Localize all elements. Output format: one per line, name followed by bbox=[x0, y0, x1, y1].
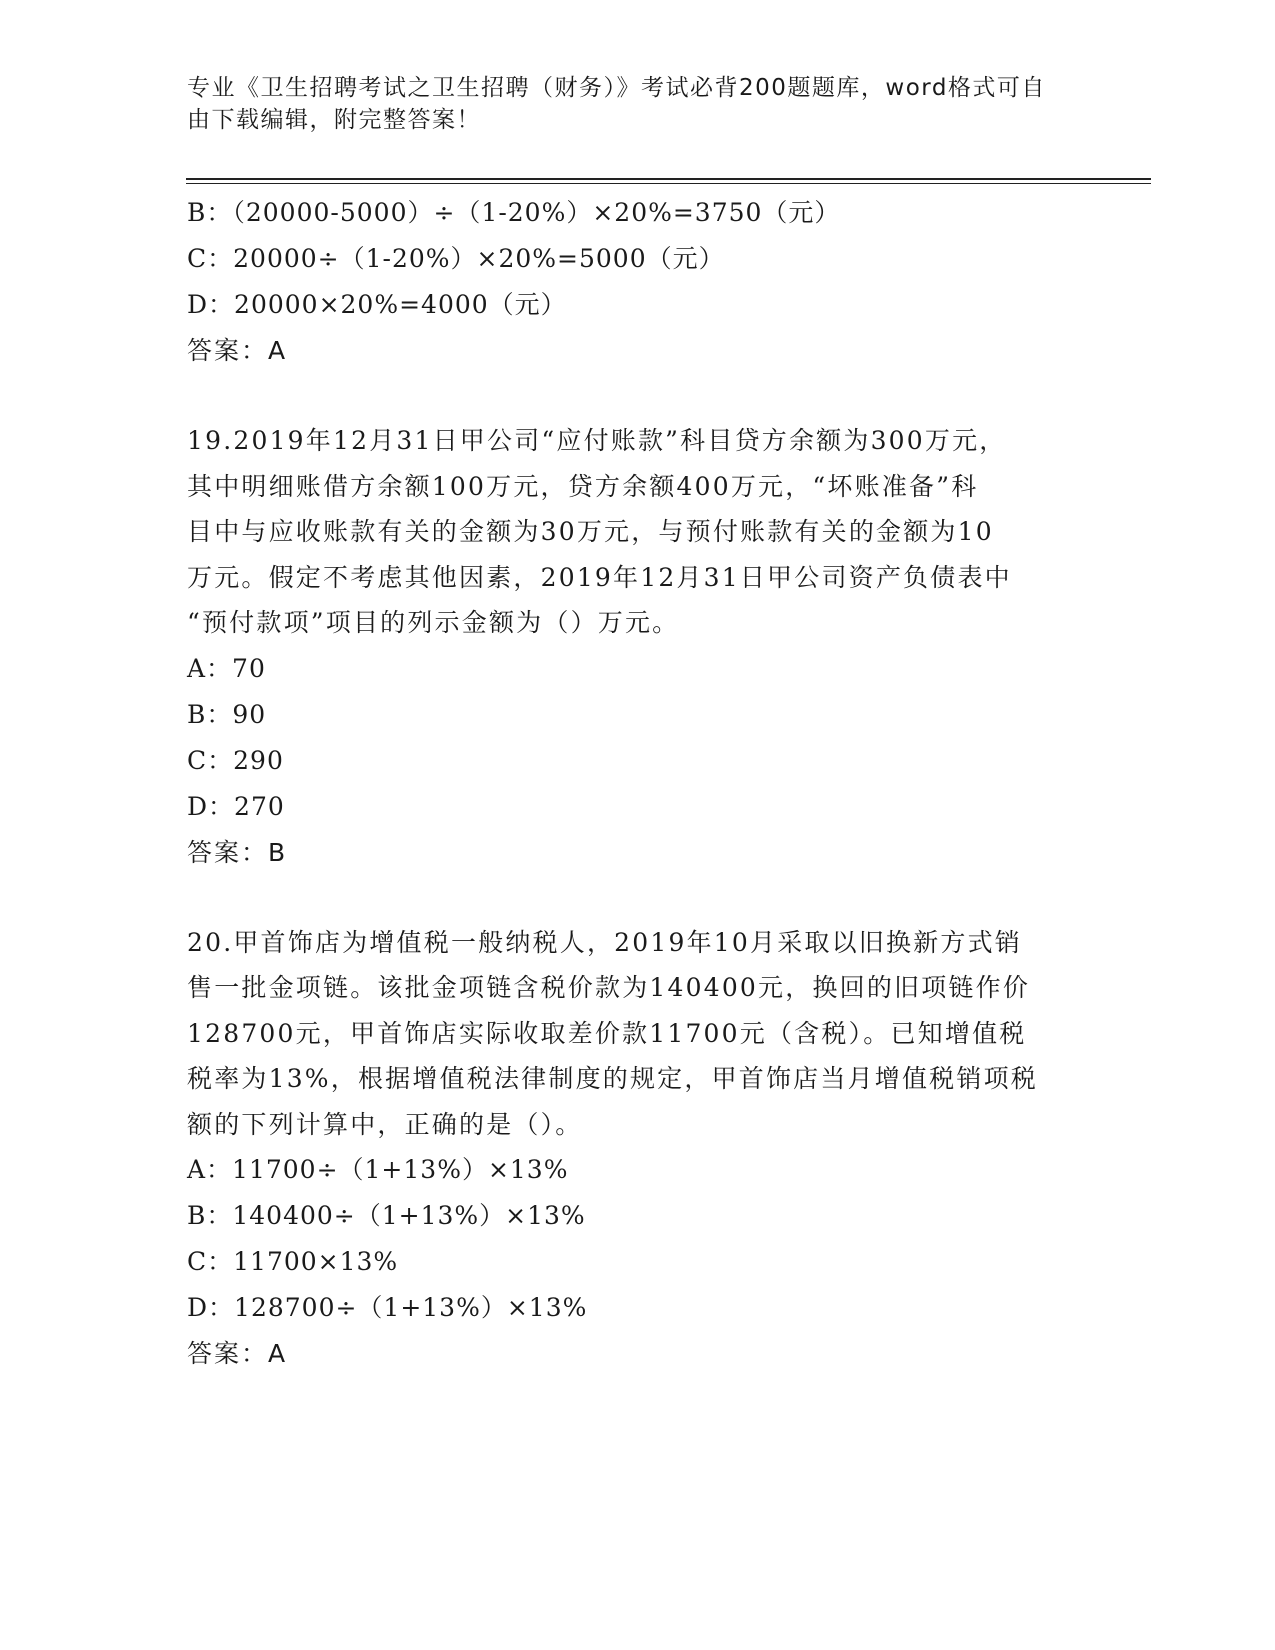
previous-question-tail bbox=[187, 190, 1087, 374]
question-text-line: 20.甲首饰店为增值税一般纳税人，2019年10月采取以旧换新方式销 bbox=[187, 927, 1022, 957]
question-text-line: 目中与应收账款有关的金额为30万元，与预付账款有关的金额为10 bbox=[187, 517, 994, 546]
option-c: C：11700×13% bbox=[187, 1247, 399, 1276]
option-b: B：140400÷（1+13%）×13% bbox=[187, 1201, 586, 1230]
question-19 bbox=[187, 418, 1087, 876]
header-rule-thin bbox=[186, 183, 1151, 184]
option-c: C：20000÷（1-20%）×20%=5000（元） bbox=[187, 244, 725, 273]
option-a: A：70 bbox=[187, 653, 266, 683]
question-text-line: 售一批金项链。该批金项链含税价款为140400元，换回的旧项链作价 bbox=[187, 973, 1031, 1002]
document-body bbox=[187, 190, 1087, 1377]
option-d: D：20000×20%=4000（元） bbox=[187, 290, 567, 319]
question-text-line: 128700元，甲首饰店实际收取差价款11700元（含税）。已知增值税 bbox=[187, 1018, 1027, 1048]
document-header bbox=[187, 72, 1087, 136]
question-text-line: “预付款项”项目的列示金额为（）万元。 bbox=[187, 608, 680, 637]
option-b: B：（20000-5000）÷（1-20%）×20%=3750（元） bbox=[187, 198, 841, 227]
option-d: D：270 bbox=[187, 791, 285, 821]
answer: 答案：B bbox=[187, 837, 288, 867]
question-text-line: 其中明细账借方余额100万元，贷方余额400万元，“坏账准备”科 bbox=[187, 471, 979, 501]
option-b: B：90 bbox=[187, 699, 267, 729]
header-title-line-2: 由下载编辑，附完整答案！ bbox=[187, 107, 481, 133]
question-text-line: 税率为13%，根据增值税法律制度的规定，甲首饰店当月增值税销项税 bbox=[187, 1064, 1038, 1093]
question-text-line: 19.2019年12月31日甲公司“应付账款”科目贷方余额为300万元， bbox=[187, 426, 1007, 455]
question-text-line: 万元。假定不考虑其他因素，2019年12月31日甲公司资产负债表中 bbox=[187, 562, 1012, 592]
spacer bbox=[187, 374, 1087, 418]
option-a: A：11700÷（1+13%）×13% bbox=[187, 1155, 569, 1184]
option-d: D：128700÷（1+13%）×13% bbox=[187, 1293, 588, 1322]
answer: 答案：A bbox=[187, 336, 288, 365]
answer: 答案：A bbox=[187, 1339, 288, 1368]
option-c: C：290 bbox=[187, 745, 284, 775]
question-20 bbox=[187, 920, 1087, 1378]
header-rule-thick bbox=[186, 178, 1151, 180]
question-text-line: 额的下列计算中，正确的是（）。 bbox=[187, 1109, 583, 1139]
spacer bbox=[187, 876, 1087, 920]
header-title-line-1: 专业《卫生招聘考试之卫生招聘（财务）》考试必背200题题库，word格式可自 bbox=[187, 75, 1046, 101]
